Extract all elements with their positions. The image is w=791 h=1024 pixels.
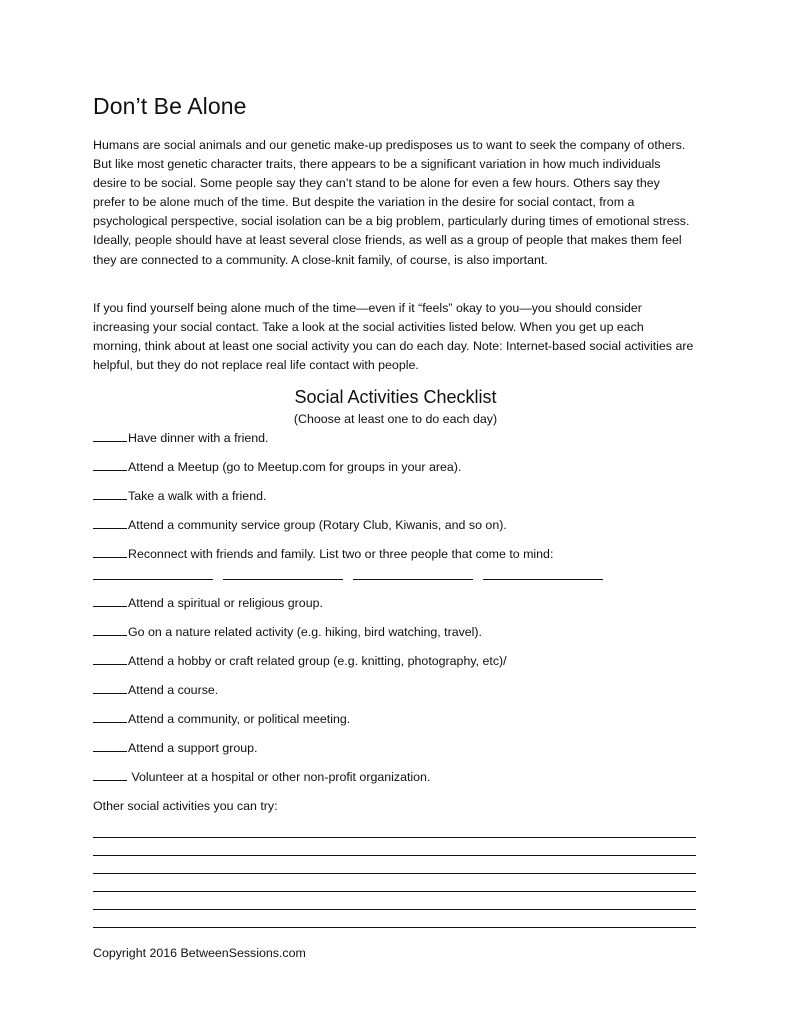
- other-activities-label: Other social activities you can try:: [93, 799, 278, 813]
- other-activities-line[interactable]: [93, 909, 696, 910]
- checkbox-blank[interactable]: [93, 710, 127, 723]
- checklist-item-label: Go on a nature related activity (e.g. hiking, bird watching, travel).: [128, 625, 482, 639]
- checklist-item-label: Have dinner with a friend.: [128, 431, 269, 445]
- name-field-2[interactable]: [223, 579, 343, 580]
- checkbox-blank[interactable]: [93, 594, 127, 607]
- other-activities-line[interactable]: [93, 927, 696, 928]
- checkbox-blank[interactable]: [93, 623, 127, 636]
- checklist-title: Social Activities Checklist: [294, 387, 497, 407]
- checklist-item: [93, 652, 507, 670]
- name-field-4[interactable]: [483, 579, 603, 580]
- other-activities-line[interactable]: [93, 855, 696, 856]
- checklist-item: [93, 545, 553, 563]
- checklist-item: [93, 710, 350, 728]
- checkbox-blank[interactable]: [93, 487, 127, 500]
- intro-paragraph: Humans are social animals and our genetic make-up predisposes us to want to seek the company of others. But like most genetic character traits, there appears to be a significant variation in how much individuals desire to be social. Some people say they can’t stand to be alone for even a few hours. Others say they prefer to be alone much of the time. But despite the variation in the desire for social contact, from a psychological perspective, social isolation can be a big problem, particularly during times of emotional stress. Ideally, people should have at least several close friends, as well as a group of people that makes them feel they are connected to a community. A close-knit family, of course, is also important.: [93, 138, 690, 267]
- checklist-item: [93, 458, 461, 476]
- checklist-item: [93, 516, 507, 534]
- other-activities-line[interactable]: [93, 873, 696, 874]
- name-field-1[interactable]: [93, 579, 213, 580]
- checkbox-blank[interactable]: [93, 768, 127, 781]
- checkbox-blank[interactable]: [93, 516, 127, 529]
- checklist-item-label: Attend a hobby or craft related group (e.g. knitting, photography, etc)/: [128, 654, 507, 668]
- copyright-notice: Copyright 2016 BetweenSessions.com: [93, 946, 306, 960]
- checklist-item: [93, 681, 218, 699]
- name-field-3[interactable]: [353, 579, 473, 580]
- checkbox-blank[interactable]: [93, 429, 127, 442]
- checklist-item-label: Reconnect with friends and family. List two or three people that come to mind:: [128, 547, 554, 561]
- checkbox-blank[interactable]: [93, 652, 127, 665]
- checkbox-blank[interactable]: [93, 681, 127, 694]
- checklist-item: [93, 594, 323, 612]
- checklist-item-label: Attend a spiritual or religious group.: [128, 596, 323, 610]
- checklist-item-label: Attend a community, or political meeting.: [128, 712, 351, 726]
- checklist-item-label: Take a walk with a friend.: [128, 489, 267, 503]
- checklist-subtitle: (Choose at least one to do each day): [293, 412, 498, 426]
- checklist-item-label: Attend a course.: [128, 683, 219, 697]
- page-title: Don’t Be Alone: [93, 93, 247, 119]
- checklist-item: [93, 768, 430, 786]
- checklist-item: [93, 487, 266, 505]
- checklist-item-label: Volunteer at a hospital or other non-profit organization.: [128, 770, 431, 784]
- checklist-item-label: Attend a Meetup (go to Meetup.com for groups in your area).: [128, 460, 462, 474]
- other-activities-line[interactable]: [93, 891, 696, 892]
- checklist-item-label: Attend a support group.: [128, 741, 258, 755]
- checklist-item: [93, 739, 258, 757]
- checkbox-blank[interactable]: [93, 545, 127, 558]
- instructions-paragraph: If you find yourself being alone much of the time—even if it “feels” okay to you—you should consider increasing your social contact. Take a look at the social activities listed below. When you get up each morning, think about at least one social activity you can do each day. Note: Internet-based social activities are helpful, but they do not replace real life contact with people.: [93, 301, 694, 373]
- checkbox-blank[interactable]: [93, 458, 127, 471]
- checkbox-blank[interactable]: [93, 739, 127, 752]
- checklist-item: [93, 623, 482, 641]
- other-activities-line[interactable]: [93, 837, 696, 838]
- checklist-item: [93, 429, 269, 447]
- checklist-item-label: Attend a community service group (Rotary Club, Kiwanis, and so on).: [128, 518, 507, 532]
